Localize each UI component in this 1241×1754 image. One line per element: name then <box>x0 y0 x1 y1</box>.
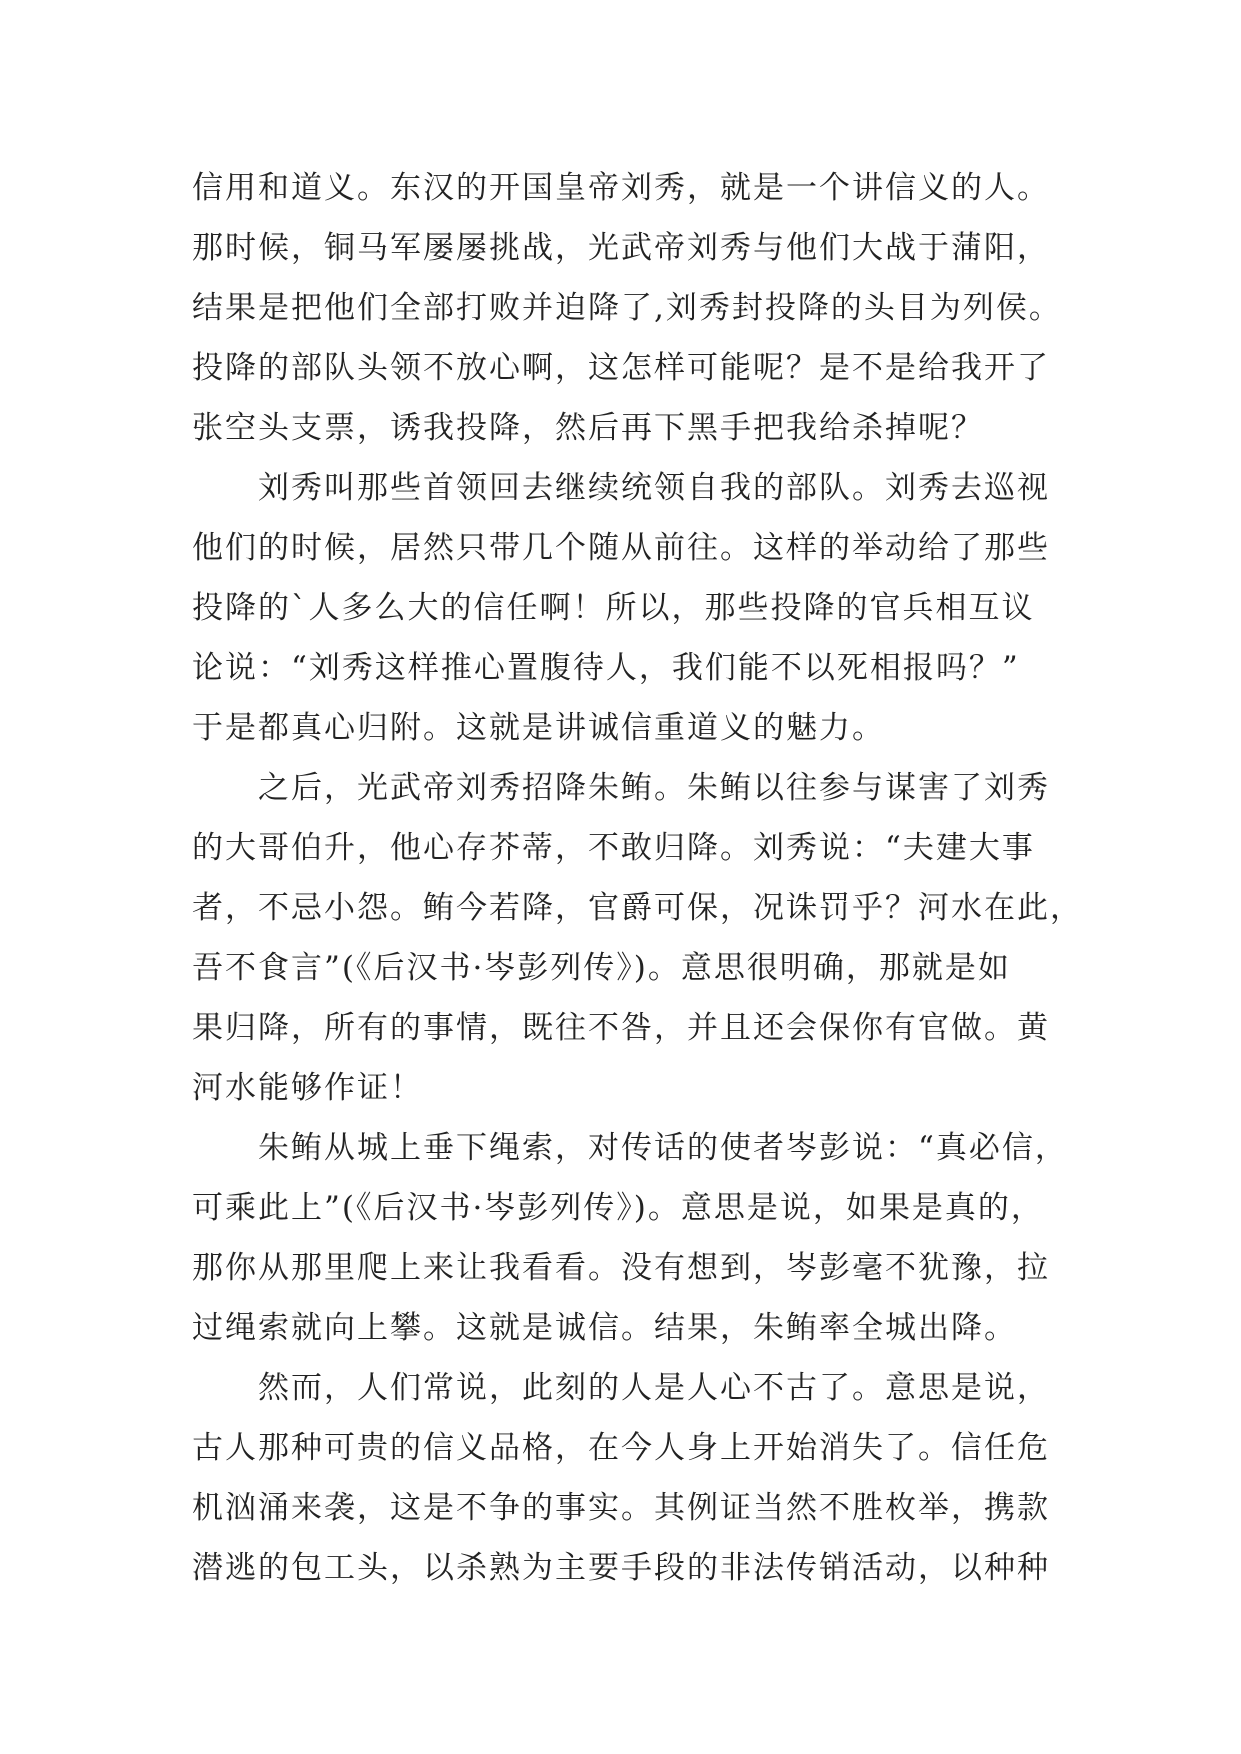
text-line: 过绳索就向上攀。这就是诚信。结果，朱鲔率全城出降。 <box>192 1310 1017 1346</box>
text-line: 信用和道义。东汉的开国皇帝刘秀，就是一个讲信义的人。 <box>192 170 1050 206</box>
text-line: 古人那种可贵的信义品格，在今人身上开始消失了。信任危 <box>192 1430 1050 1466</box>
text-line: 那时候，铜马军屡屡挑战，光武帝刘秀与他们大战于蒲阳， <box>192 230 1050 266</box>
text-line: 张空头支票，诱我投降，然后再下黑手把我给杀掉呢？ <box>192 410 984 446</box>
text-line: 之后，光武帝刘秀招降朱鲔。朱鲔以往参与谋害了刘秀 <box>192 770 1050 806</box>
text-line: 刘秀叫那些首领回去继续统领自我的部队。刘秀去巡视 <box>192 470 1050 506</box>
text-line: 者，不忌小怨。鲔今若降，官爵可保，况诛罚乎？河水在此， <box>192 890 1083 926</box>
text-line: 朱鲔从城上垂下绳索，对传话的使者岑彭说：“真必信， <box>192 1130 1068 1166</box>
text-line: 然而，人们常说，此刻的人是人心不古了。意思是说， <box>192 1370 1050 1406</box>
text-line: 他们的时候，居然只带几个随从前往。这样的举动给了那些 <box>192 530 1050 566</box>
text-line: 河水能够作证！ <box>192 1070 423 1106</box>
text-line: 果归降，所有的事情，既往不咎，并且还会保你有官做。黄 <box>192 1010 1050 1046</box>
text-line: 潜逃的包工头，以杀熟为主要手段的非法传销活动，以种种 <box>192 1550 1050 1586</box>
document-body <box>192 158 1083 1598</box>
text-line: 投降的`人多么大的信任啊！所以，那些投降的官兵相互议 <box>192 590 1035 626</box>
text-line: 投降的部队头领不放心啊，这怎样可能呢？是不是给我开了 <box>192 350 1050 386</box>
text-line: 的大哥伯升，他心存芥蒂，不敢归降。刘秀说：“夫建大事 <box>192 830 1035 866</box>
text-line: 于是都真心归附。这就是讲诚信重道义的魅力。 <box>192 710 885 746</box>
text-line: 结果是把他们全部打败并迫降了,刘秀封投降的头目为列侯。 <box>192 290 1062 326</box>
text-line: 那你从那里爬上来让我看看。没有想到，岑彭毫不犹豫，拉 <box>192 1250 1050 1286</box>
text-line: 论说：“刘秀这样推心置腹待人，我们能不以死相报吗？” <box>192 650 1020 686</box>
text-line: 可乘此上”(《后汉书·岑彭列传》)。意思是说，如果是真的， <box>192 1190 1044 1226</box>
text-line: 吾不食言”(《后汉书·岑彭列传》)。意思很明确，那就是如 <box>192 950 1011 986</box>
text-line: 机汹涌来袭，这是不争的事实。其例证当然不胜枚举，携款 <box>192 1490 1050 1526</box>
